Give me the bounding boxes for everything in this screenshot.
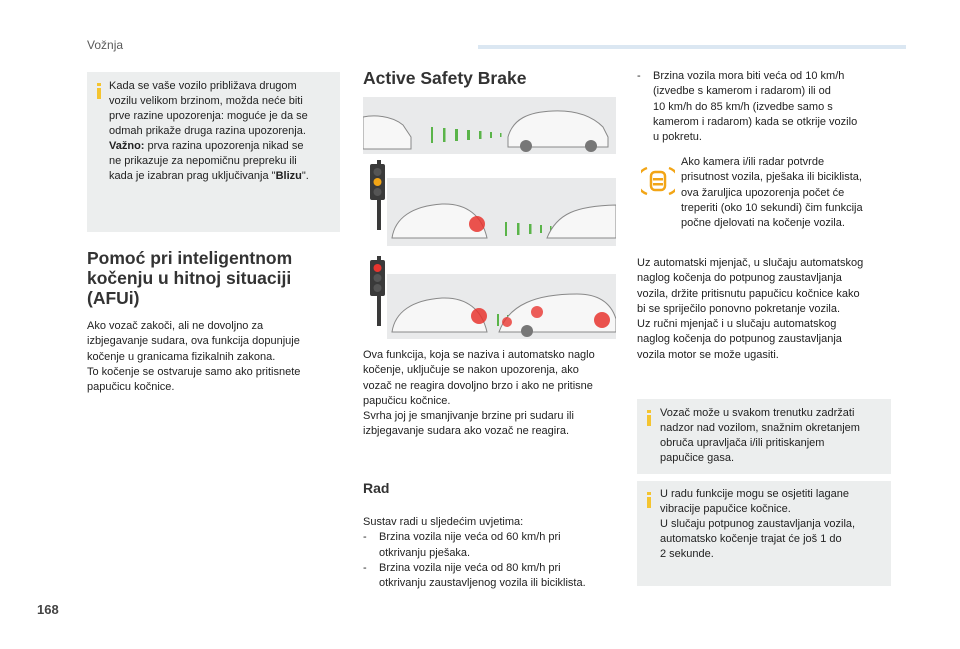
scene-warning [387,178,616,246]
page-number: 168 [37,602,59,617]
body-line: izbjegavanje sudara ako vozač ne reagira. [363,425,570,438]
note-line: Vozač može u svakom trenutku zadržati [660,407,855,419]
body-line: Uz ručni mjenjač i u slučaju automatskog [637,318,837,331]
body-line: ova žaruljica upozorenja počet će [681,186,845,199]
list-item [637,130,897,145]
list-item-text: Brzina vozila mora biti veća od 10 km/h [653,70,845,82]
info-note-vibration [637,481,891,586]
brake-light-icon [471,308,487,324]
body-line: Ova funkcija, koja se naziva i automatsko naglo [363,349,595,361]
body-line: vozila motor se može ugasiti. [637,348,779,361]
note-line: vozilu velikom brzinom, možda neće biti [109,95,303,107]
body-line: vozač ne reagira dovoljno brzo i ako ne pritisne [363,379,593,392]
note-line: papučice gasa. [660,452,734,464]
conditions-intro: Sustav radi u sljedećim uvjetima: [363,516,524,528]
scene-braking [387,274,616,339]
warning-lamp-text [681,155,896,231]
body-line: Svrha joj je smanjivanje brzine pri sudaru ili [363,410,574,423]
body-line: izbjegavanje sudara, ova funkcija dopunjuje [87,335,300,348]
brake-light-icon [502,317,512,327]
body-line: kočenje, uključuje se nakon upozorenja, ako [363,364,579,377]
scene-approach [363,97,616,154]
brake-light-icon [469,216,485,232]
gearbox-paragraph [637,256,899,363]
header-bar [478,45,906,49]
wheel [585,140,597,152]
radar-waves-icon [431,127,510,143]
note-line [109,169,335,184]
brake-light-icon [531,306,543,318]
note-line: U slučaju potpunog zaustavljanja vozila, [660,518,856,530]
info-icon [97,83,101,99]
info-icon [647,492,651,508]
note-line: vibracije papučice kočnice. [660,503,791,515]
body-line: prisutnost vozila, pješaka ili biciklista, [681,171,862,184]
body-line: kočenje u granicama fizikalnih zakona. [87,350,276,363]
heading-line: kočenju u hitnoj situaciji [87,268,292,288]
list-item-text: Brzina vozila nije veća od 80 km/h pri [379,561,561,574]
note-line: prve razine upozorenja: moguće je da se [109,110,308,122]
list-item-text: otkrivanju zaustavljenog vozila ili biciklista. [379,577,586,590]
body-line: papučicu kočnice. [87,381,175,394]
list-item-text: kamerom i radarom) kada se otkrije vozilo [653,115,858,128]
note-important-label: Važno: [109,140,145,152]
note-line: ne prikazuje za nepomičnu prepreku ili [109,155,297,167]
note-line: U radu funkcije mogu se osjetiti lagane [660,488,849,500]
car-silhouette [363,116,411,149]
body-line: naglog kočenja do potpunog zaustavljanja [637,272,842,285]
body-line: Ako vozač zakoči, ali ne dovoljno za [87,320,264,332]
body-line: Uz automatski mjenjač, u slučaju automatskog [637,257,864,269]
note-text: prva razina upozorenja nikad se [144,140,304,152]
section-title: Vožnja [87,38,124,52]
list-item-text: otkrivanju pješaka. [379,546,471,559]
note-text: kada je izabran prag uključivanja " [109,170,276,182]
list-item: - Brzina vozila mora biti veća od 10 km/h [637,69,897,84]
afui-body [87,319,342,395]
body-line: naglog kočenja do potpunog zaustavljanja [637,333,842,346]
body-line: To kočenje se ostvaruje samo ako pritisnete [87,365,301,378]
list-item [637,115,897,130]
note-line: nadzor nad vozilom, snažnim okretanjem [660,422,860,434]
conditions-list [363,515,623,591]
note-threshold-label: Blizu [275,170,302,182]
list-item-text: u pokretu. [653,131,702,144]
note-line: Kada se vaše vozilo približava drugom [109,80,297,92]
wheel [521,325,533,337]
note-line: 2 sekunde. [660,548,714,560]
body-line: počne djelovati na kočenje vozila. [681,217,845,230]
note-line [109,139,335,154]
list-item: - Brzina vozila nije veća od 60 km/h pri [363,530,623,545]
heading-active-safety-brake: Active Safety Brake [363,68,527,88]
list-item [363,546,623,561]
asb-body [363,348,619,440]
brake-light-icon [594,312,610,328]
heading-line: Pomoć pri inteligentnom [87,248,293,268]
body-line: Ako kamera i/ili radar potvrde [681,156,825,168]
body-line: papučicu kočnice. [363,394,451,407]
note-line: obruča upravljača i/ili pritiskanjem [660,437,825,449]
note-text: ". [301,170,309,182]
list-item [363,576,623,591]
condition-moving-vehicle [637,69,897,145]
list-item [637,100,897,115]
list-item [637,84,897,99]
list-item-text: Brzina vozila nije veća od 60 km/h pri [379,531,561,544]
heading-line: (AFUi) [87,288,140,308]
car-silhouette [547,205,616,238]
wheel [520,140,532,152]
collision-warning-lamp-icon [641,166,675,196]
list-item-text: 10 km/h do 85 km/h (izvedbe samo s [653,100,833,113]
body-line: vozila, držite pritisnutu papučicu kočnice kako [637,287,860,300]
list-item: - Brzina vozila nije veća od 80 km/h pri [363,561,623,576]
radar-waves-icon [505,222,552,236]
subheading-rad: Rad [363,480,390,496]
body-line: bi se spriječilo ponovno pokretanje vozila. [637,302,841,315]
list-item-text: (izvedbe s kamerom i radarom) ili od [653,85,831,98]
info-note-first-warning [87,72,340,232]
info-icon [647,410,651,426]
body-line: treperiti (oko 10 sekundi) čim funkcija [681,201,863,214]
illustration-braking [387,274,616,339]
info-note-driver-control [637,399,891,474]
illustration-approach [363,97,616,154]
illustration-warning [387,178,616,246]
note-line: odmah prikaže druga razina upozorenja. [109,125,306,137]
heading-afui [87,248,347,308]
note-line: automatsko kočenje trajat će još 1 do [660,533,842,545]
